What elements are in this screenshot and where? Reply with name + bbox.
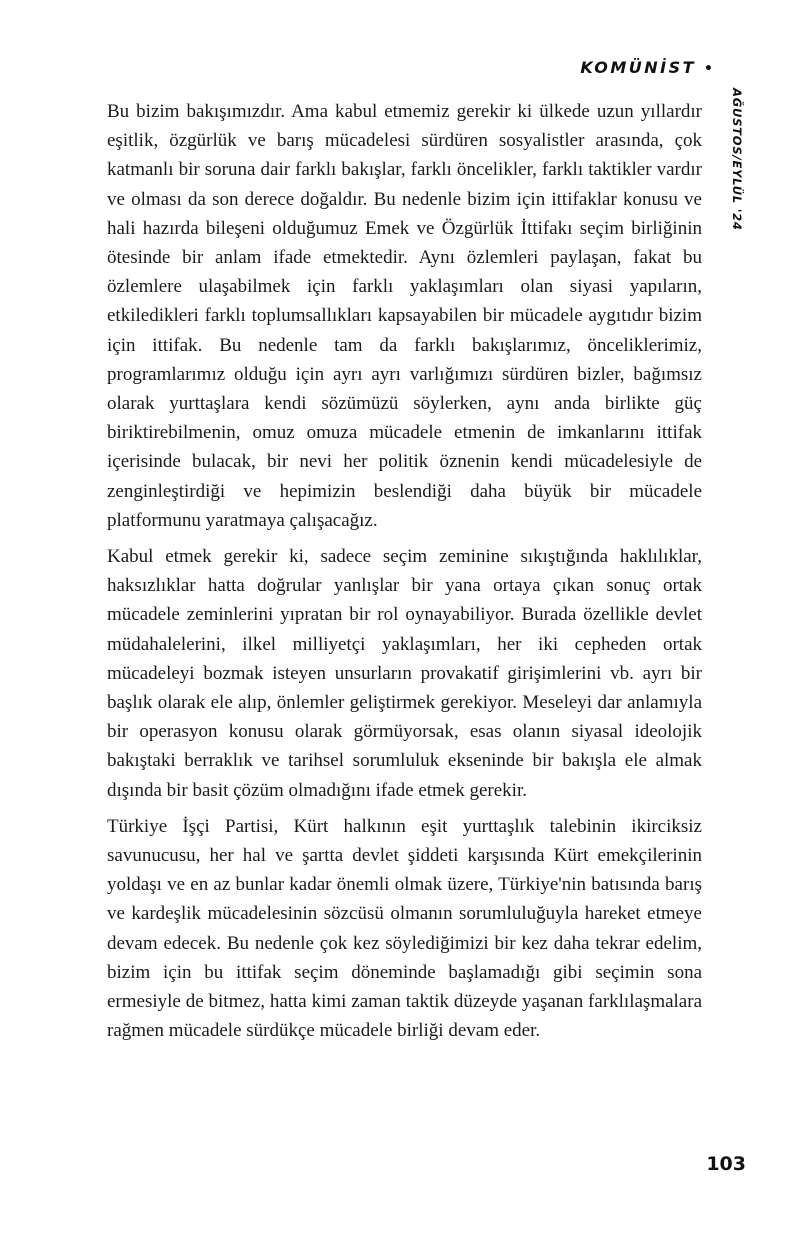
issue-date-vertical: AĞUSTOS/EYLÜL '24	[730, 88, 744, 231]
paragraph: Türkiye İşçi Partisi, Kürt halkının eşit yurttaşlık talebinin ikirciksiz savunucusu, her hal ve şartta devlet şiddeti karşısında Kürt emekçilerinin yoldaşı ve en az bunlar kadar önemli olmak üzere, Türkiye'nin batısında barış ve kardeşlik mücadelesinin sözcüsü olmanın sorumluluğuyla hareket etmeye devam edecek. Bu nedenle çok kez söylediğimizi bir kez daha tekrar edelim, bizim için bu ittifak seçim döneminde başlamadığı gibi seçimin sona ermesiyle de bitmez, hatta kimi zaman taktik düzeyde yaşanan farklılaşmalara rağmen mücadele sürdükçe mücadele birliği devam eder.	[107, 815, 702, 1042]
journal-title: KOMÜNİST	[580, 58, 697, 77]
paragraph: Kabul etmek gerekir ki, sadece seçim zeminine sıkıştığında haklılıklar, haksızlıklar hatta doğrular yanlışlar bir yana ortaya çıkan sonuç ortak mücadele zeminlerini yıpratan bir rol oynayabiliyor. Burada özellikle devlet müdahalelerini, ilkel milliyetçi yaklaşımları, her iki cepheden ortak mücadeleyi bozmak isteyen unsurların provakatif girişimlerini vb. ayrı bir başlık olarak ele alıp, önlemler geliştirmek gerekiyor. Meseleyi dar anlamıyla bir operasyon konusu olarak görmüyorsak, esas olanın siyasal ideolojik bakıştaki berraklık ve tarihsel sorumluluk ekseninde bir bakışla ele almak dışında bir basit çözüm olmadığını ifade etmek gerekir.	[107, 546, 702, 801]
article-body	[107, 97, 702, 1053]
page-number: 103	[706, 1153, 746, 1175]
running-head	[580, 58, 713, 77]
bullet-icon: •	[704, 60, 713, 77]
paragraph: Bu bizim bakışımızdır. Ama kabul etmemiz gerekir ki ülkede uzun yıllardır eşitlik, özgürlük ve barış mücadelesi sürdüren sosyalistler arasında, çok katmanlı bir soruna dair farklı bakışlar, farklı öncelikler, farklı taktikler vardır ve olması da son derece doğaldır. Bu nedenle bizim için ittifaklar konusu ve hali hazırda bileşeni olduğumuz Emek ve Özgürlük İttifakı seçim birliğinin ötesinde bir anlam ifade etmektedir. Aynı özlemleri paylaşan, fakat bu özlemlere ulaşabilmek için farklı yaklaşımları olan siyasi yapıların, etkiledikleri farklı toplumsallıkları kapsayabilen bir mücadele aygıtıdır bizim için ittifak. Bu nedenle tam da farklı bakışlarımız, önceliklerimiz, programlarımız olduğu için ayrı ayrı varlığımızı sürdüren bizler, bağımsız olarak yurttaşlara kendi sözümüzü söylerken, aynı anda birlikte güç biriktirebilmenin, omuz omuza mücadele etmenin de imkanlarını ittifak içerisinde bulacak, bir nevi her politik öznenin kendi mücadelesiyle de zenginleştirdiği ve hepimizin beslendiği daha büyük bir mücadele platformunu yaratmaya çalışacağız.	[107, 101, 702, 531]
